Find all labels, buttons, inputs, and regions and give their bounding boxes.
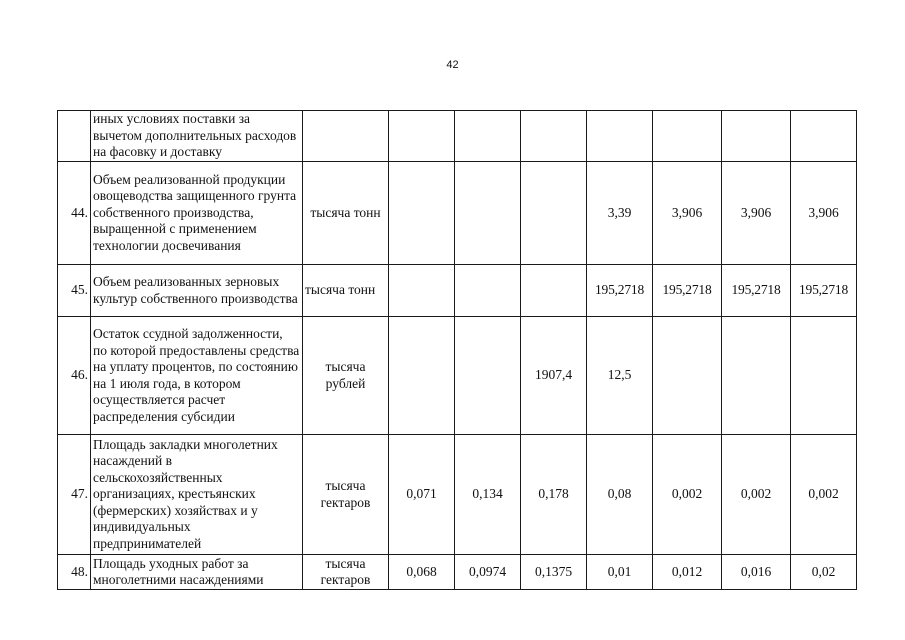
value-cell: 0,134: [455, 435, 521, 555]
value-cell: 0,08: [587, 435, 653, 555]
value-cell: [455, 162, 521, 265]
value-cell: [722, 111, 791, 162]
value-cell: 0,016: [722, 555, 791, 590]
value-cell: [389, 265, 455, 317]
value-cell: 0,02: [791, 555, 857, 590]
table-row: [58, 162, 857, 265]
value-cell: 3,39: [587, 162, 653, 265]
value-cell: 195,2718: [653, 265, 722, 317]
value-cell: [455, 265, 521, 317]
value-cell: [521, 162, 587, 265]
indicator-name: Площадь уходных работ за многолетними насаждениями: [91, 555, 303, 590]
table-row: [58, 265, 857, 317]
value-cell: 3,906: [791, 162, 857, 265]
value-cell: 0,002: [653, 435, 722, 555]
value-cell: [521, 265, 587, 317]
unit-cell: тысяча тонн: [303, 265, 389, 317]
value-cell: 0,002: [791, 435, 857, 555]
value-cell: [653, 317, 722, 435]
value-cell: 1907,4: [521, 317, 587, 435]
unit-cell: тысяча рублей: [303, 317, 389, 435]
value-cell: [389, 111, 455, 162]
unit-cell: [303, 111, 389, 162]
value-cell: 0,068: [389, 555, 455, 590]
value-cell: 195,2718: [587, 265, 653, 317]
value-cell: [389, 317, 455, 435]
row-number: [58, 111, 91, 162]
page-number: 42: [446, 59, 459, 71]
value-cell: 0,178: [521, 435, 587, 555]
row-number: 44.: [58, 162, 91, 265]
value-cell: 0,01: [587, 555, 653, 590]
indicator-name: Объем реализованной продукции овощеводства защищенного грунта собственного производства, выращенной с применением технологии досвечивания: [91, 162, 303, 265]
unit-cell: тысяча гектаров: [303, 435, 389, 555]
indicators-table: [57, 110, 857, 590]
table-row: [58, 435, 857, 555]
value-cell: 3,906: [722, 162, 791, 265]
value-cell: 0,1375: [521, 555, 587, 590]
value-cell: [791, 111, 857, 162]
value-cell: 0,012: [653, 555, 722, 590]
value-cell: [722, 317, 791, 435]
indicator-name: Объем реализованных зерновых культур собственного производства: [91, 265, 303, 317]
value-cell: 0,002: [722, 435, 791, 555]
value-cell: 12,5: [587, 317, 653, 435]
value-cell: [389, 162, 455, 265]
value-cell: 195,2718: [722, 265, 791, 317]
value-cell: [791, 317, 857, 435]
value-cell: [455, 317, 521, 435]
row-number: 48.: [58, 555, 91, 590]
value-cell: [521, 111, 587, 162]
value-cell: [587, 111, 653, 162]
indicator-name: иных условиях поставки за вычетом дополнительных расходов на фасовку и доставку: [91, 111, 303, 162]
value-cell: 0,071: [389, 435, 455, 555]
value-cell: 195,2718: [791, 265, 857, 317]
row-number: 46.: [58, 317, 91, 435]
row-number: 47.: [58, 435, 91, 555]
table-row: [58, 555, 857, 590]
table-row: [58, 317, 857, 435]
unit-cell: тысяча гектаров: [303, 555, 389, 590]
unit-cell: тысяча тонн: [303, 162, 389, 265]
value-cell: [653, 111, 722, 162]
value-cell: 0,0974: [455, 555, 521, 590]
value-cell: 3,906: [653, 162, 722, 265]
value-cell: [455, 111, 521, 162]
table-row: [58, 111, 857, 162]
row-number: 45.: [58, 265, 91, 317]
indicator-name: Площадь закладки многолетних насаждений в сельскохозяйственных организациях, крестьянских (фермерских) хозяйствах и у индивидуальных предпринимателей: [91, 435, 303, 555]
indicator-name: Остаток ссудной задолженности, по которой предоставлены средства на уплату процентов, по состоянию на 1 июля года, в котором осуществляется расчет распределения субсидии: [91, 317, 303, 435]
